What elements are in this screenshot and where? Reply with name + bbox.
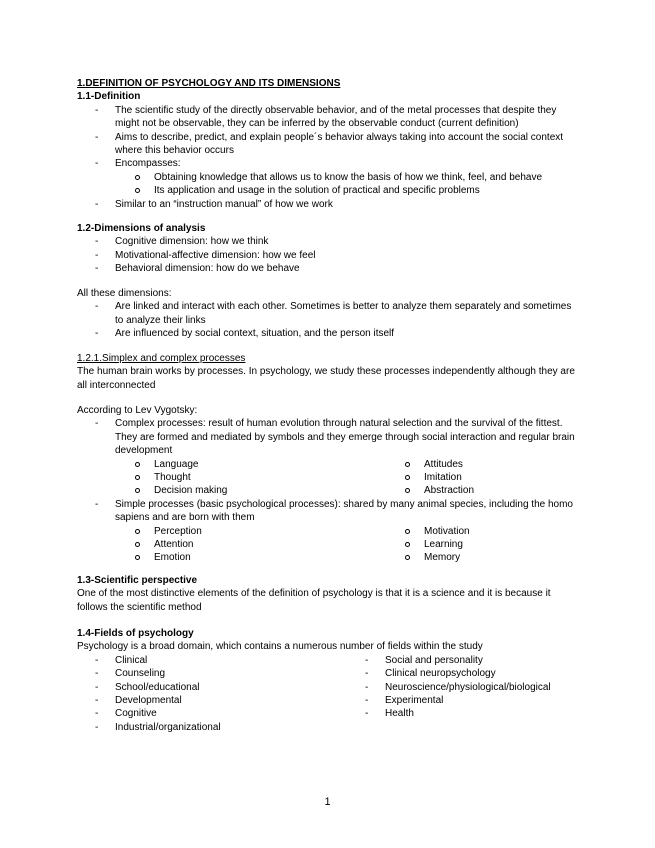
sub-list-item: Motivation	[347, 525, 470, 538]
list-item: - Industrial/organizational	[77, 721, 347, 734]
list-item: - School/educational	[77, 681, 347, 694]
list-item: - Developmental	[77, 694, 347, 707]
sub-list	[77, 171, 582, 198]
list-item	[77, 417, 582, 497]
section-1-3	[77, 574, 582, 614]
section-1-4	[77, 627, 582, 734]
dimensions-list	[77, 235, 582, 275]
list-item-text: Complex processes: result of human evolution through natural selection and the survival of the fittest. They are formed and mediated by symbols and they emerge through social interaction and regular brain development	[115, 418, 575, 457]
list-item: - Neuroscience/physiological/biological	[347, 681, 551, 694]
scientific-paragraph: One of the most distinctive elements of the definition of psychology is that it is a science and it is because it follows the scientific method	[77, 588, 551, 613]
sub-list-item: Imitation	[347, 471, 474, 484]
heading-1-2: 1.2-Dimensions of analysis	[77, 223, 206, 234]
list-item: - Clinical	[77, 654, 347, 667]
list-item: - Similar to an “instruction manual” of how we work	[77, 198, 582, 211]
list-item: - Cognitive dimension: how we think	[77, 235, 582, 248]
dimensions-intro: All these dimensions:	[77, 288, 172, 299]
heading-1-1: 1.1-Definition	[77, 91, 141, 103]
sub-list-item: Abstraction	[347, 484, 474, 497]
definition-list	[77, 104, 582, 211]
fields-right-list	[347, 654, 551, 734]
list-item: - Are influenced by social context, situation, and the person itself	[77, 327, 582, 340]
complex-left-list	[77, 458, 347, 498]
sub-list-item: Memory	[347, 551, 470, 564]
list-item	[77, 498, 582, 565]
dimensions-notes	[77, 287, 582, 341]
complex-columns	[77, 458, 582, 498]
sub-list-item: Thought	[77, 471, 347, 484]
page-number: 1	[324, 796, 331, 808]
list-item: - Social and personality	[347, 654, 551, 667]
list-item: - Counseling	[77, 667, 347, 680]
list-item: - Clinical neuropsychology	[347, 667, 551, 680]
sub-list-item: Perception	[77, 525, 347, 538]
heading-1-2-1: 1.2.1.Simplex and complex processes	[77, 353, 246, 364]
list-item-text: Simple processes (basic psychological processes): shared by many animal species, including the homo sapiens and are born with them	[115, 498, 573, 524]
sub-list-item: Language	[77, 458, 347, 471]
list-item: - Experimental	[347, 694, 551, 707]
document-title: 1.DEFINITION OF PSYCHOLOGY AND ITS DIMENSIONS	[77, 78, 341, 89]
vygotsky-block	[77, 404, 582, 565]
list-item: - Are linked and interact with each other. Sometimes is better to analyze them separately and sometimes to analyze their links	[77, 300, 582, 327]
heading-1-4: 1.4-Fields of psychology	[77, 628, 194, 639]
list-item: - Cognitive	[77, 707, 347, 720]
sub-list-item: Attitudes	[347, 458, 474, 471]
sub-list-item: Emotion	[77, 551, 347, 564]
section-1-2-1	[77, 352, 582, 392]
processes-paragraph: The human brain works by processes. In psychology, we study these processes independently although they are all interconnected	[77, 366, 575, 391]
list-item: - Health	[347, 707, 551, 720]
sub-list-item: Learning	[347, 538, 470, 551]
vygotsky-intro: According to Lev Vygotsky:	[77, 405, 198, 416]
fields-columns	[77, 654, 582, 734]
fields-paragraph: Psychology is a broad domain, which contains a numerous number of fields within the study	[77, 641, 483, 653]
simple-right-list	[347, 525, 470, 565]
sub-list-item: Obtaining knowledge that allows us to know the basis of how we think, feel, and behave	[77, 171, 582, 184]
list-item: - Behavioral dimension: how do we behave	[77, 262, 582, 275]
section-1-2	[77, 222, 582, 276]
list-item: - Motivational-affective dimension: how we feel	[77, 249, 582, 262]
simple-columns	[77, 525, 582, 565]
list-item-text: Encompasses:	[115, 158, 181, 170]
simple-left-list	[77, 525, 347, 565]
processes-list	[77, 417, 582, 564]
list-item	[77, 157, 582, 197]
sub-list-item: Decision making	[77, 484, 347, 497]
sub-list-item: Attention	[77, 538, 347, 551]
section-1	[77, 77, 582, 211]
list-item: - The scientific study of the directly observable behavior, and of the metal processes that despite they might not be observable, they can be inferred by the observable conduct (current definition)	[77, 104, 582, 131]
complex-right-list	[347, 458, 474, 498]
dimensions-notes-list	[77, 300, 582, 340]
list-item: - Aims to describe, predict, and explain people´s behavior always taking into account the social context where this behavior occurs	[77, 131, 582, 158]
sub-list-item: Its application and usage in the solution of practical and specific problems	[77, 184, 582, 197]
heading-1-3: 1.3-Scientific perspective	[77, 575, 198, 586]
fields-left-list	[77, 654, 347, 734]
